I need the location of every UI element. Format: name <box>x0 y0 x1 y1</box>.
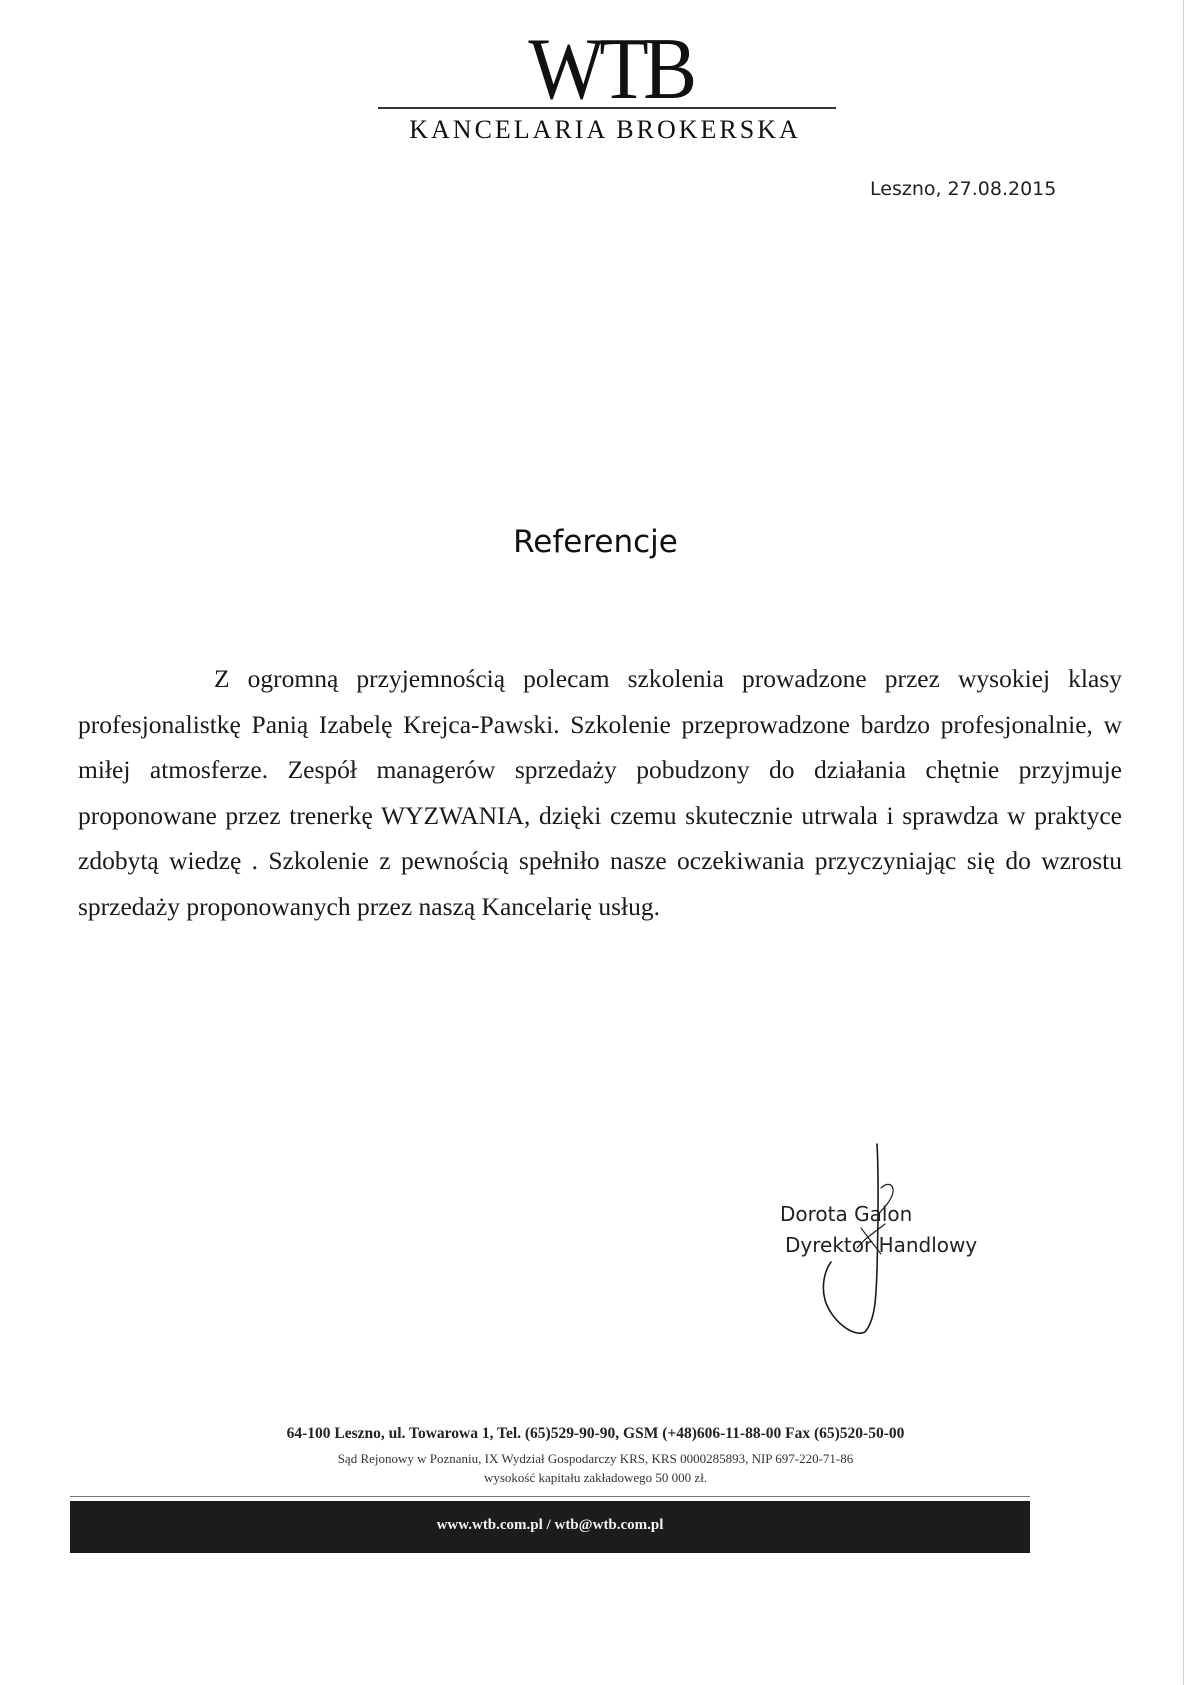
letterhead <box>0 20 1191 150</box>
signature-block <box>770 1140 1010 1340</box>
footer-address: 64-100 Leszno, ul. Towarowa 1, Tel. (65)529-90-90, GSM (+48)606-11-88-00 Fax (65)520-50-00 <box>286 1425 905 1442</box>
company-logo: WTB <box>528 21 692 118</box>
footer-divider <box>70 1496 1030 1497</box>
footer-capital: wysokość kapitału zakładowego 50 000 zł. <box>483 1470 708 1485</box>
signer-title: Dyrektor Handlowy <box>785 1233 978 1257</box>
company-tagline: KANCELARIA BROKERSKA <box>409 115 801 144</box>
signer-name: Dorota Galon <box>780 1202 913 1226</box>
letter-date: Leszno, 27.08.2015 <box>870 178 1057 200</box>
letter-body: Z ogromną przyjemnością polecam szkolenia prowadzone przez wysokiej klasy profesjonalistkę Panią Izabelę Krejca-Pawski. Szkolenie przeprowadzone bardzo profesjonalnie, w miłej atmosferze. Zespół managerów sprzedaży pobudzony do działania chętnie przyjmuje proponowane przez trenerkę WYZWANIA, dzięki czemu skutecznie utrwala i sprawdza w praktyce zdobytą wiedzę . Szkolenie z pewnością spełniło nasze oczekiwania przyczyniając się do wzrostu sprzedaży proponowanych przez naszą Kancelarię usług. <box>78 664 1122 921</box>
page-title: Referencje <box>513 524 678 560</box>
footer-registration: Sąd Rejonowy w Poznaniu, IX Wydział Gospodarczy KRS, KRS 0000285893, NIP 697-220-71-86 <box>337 1451 854 1466</box>
scan-edge-line <box>1183 0 1184 1685</box>
footer-website: www.wtb.com.pl / wtb@wtb.com.pl <box>436 1517 664 1533</box>
footer-bar <box>70 1501 1030 1553</box>
logo-divider <box>378 107 836 109</box>
